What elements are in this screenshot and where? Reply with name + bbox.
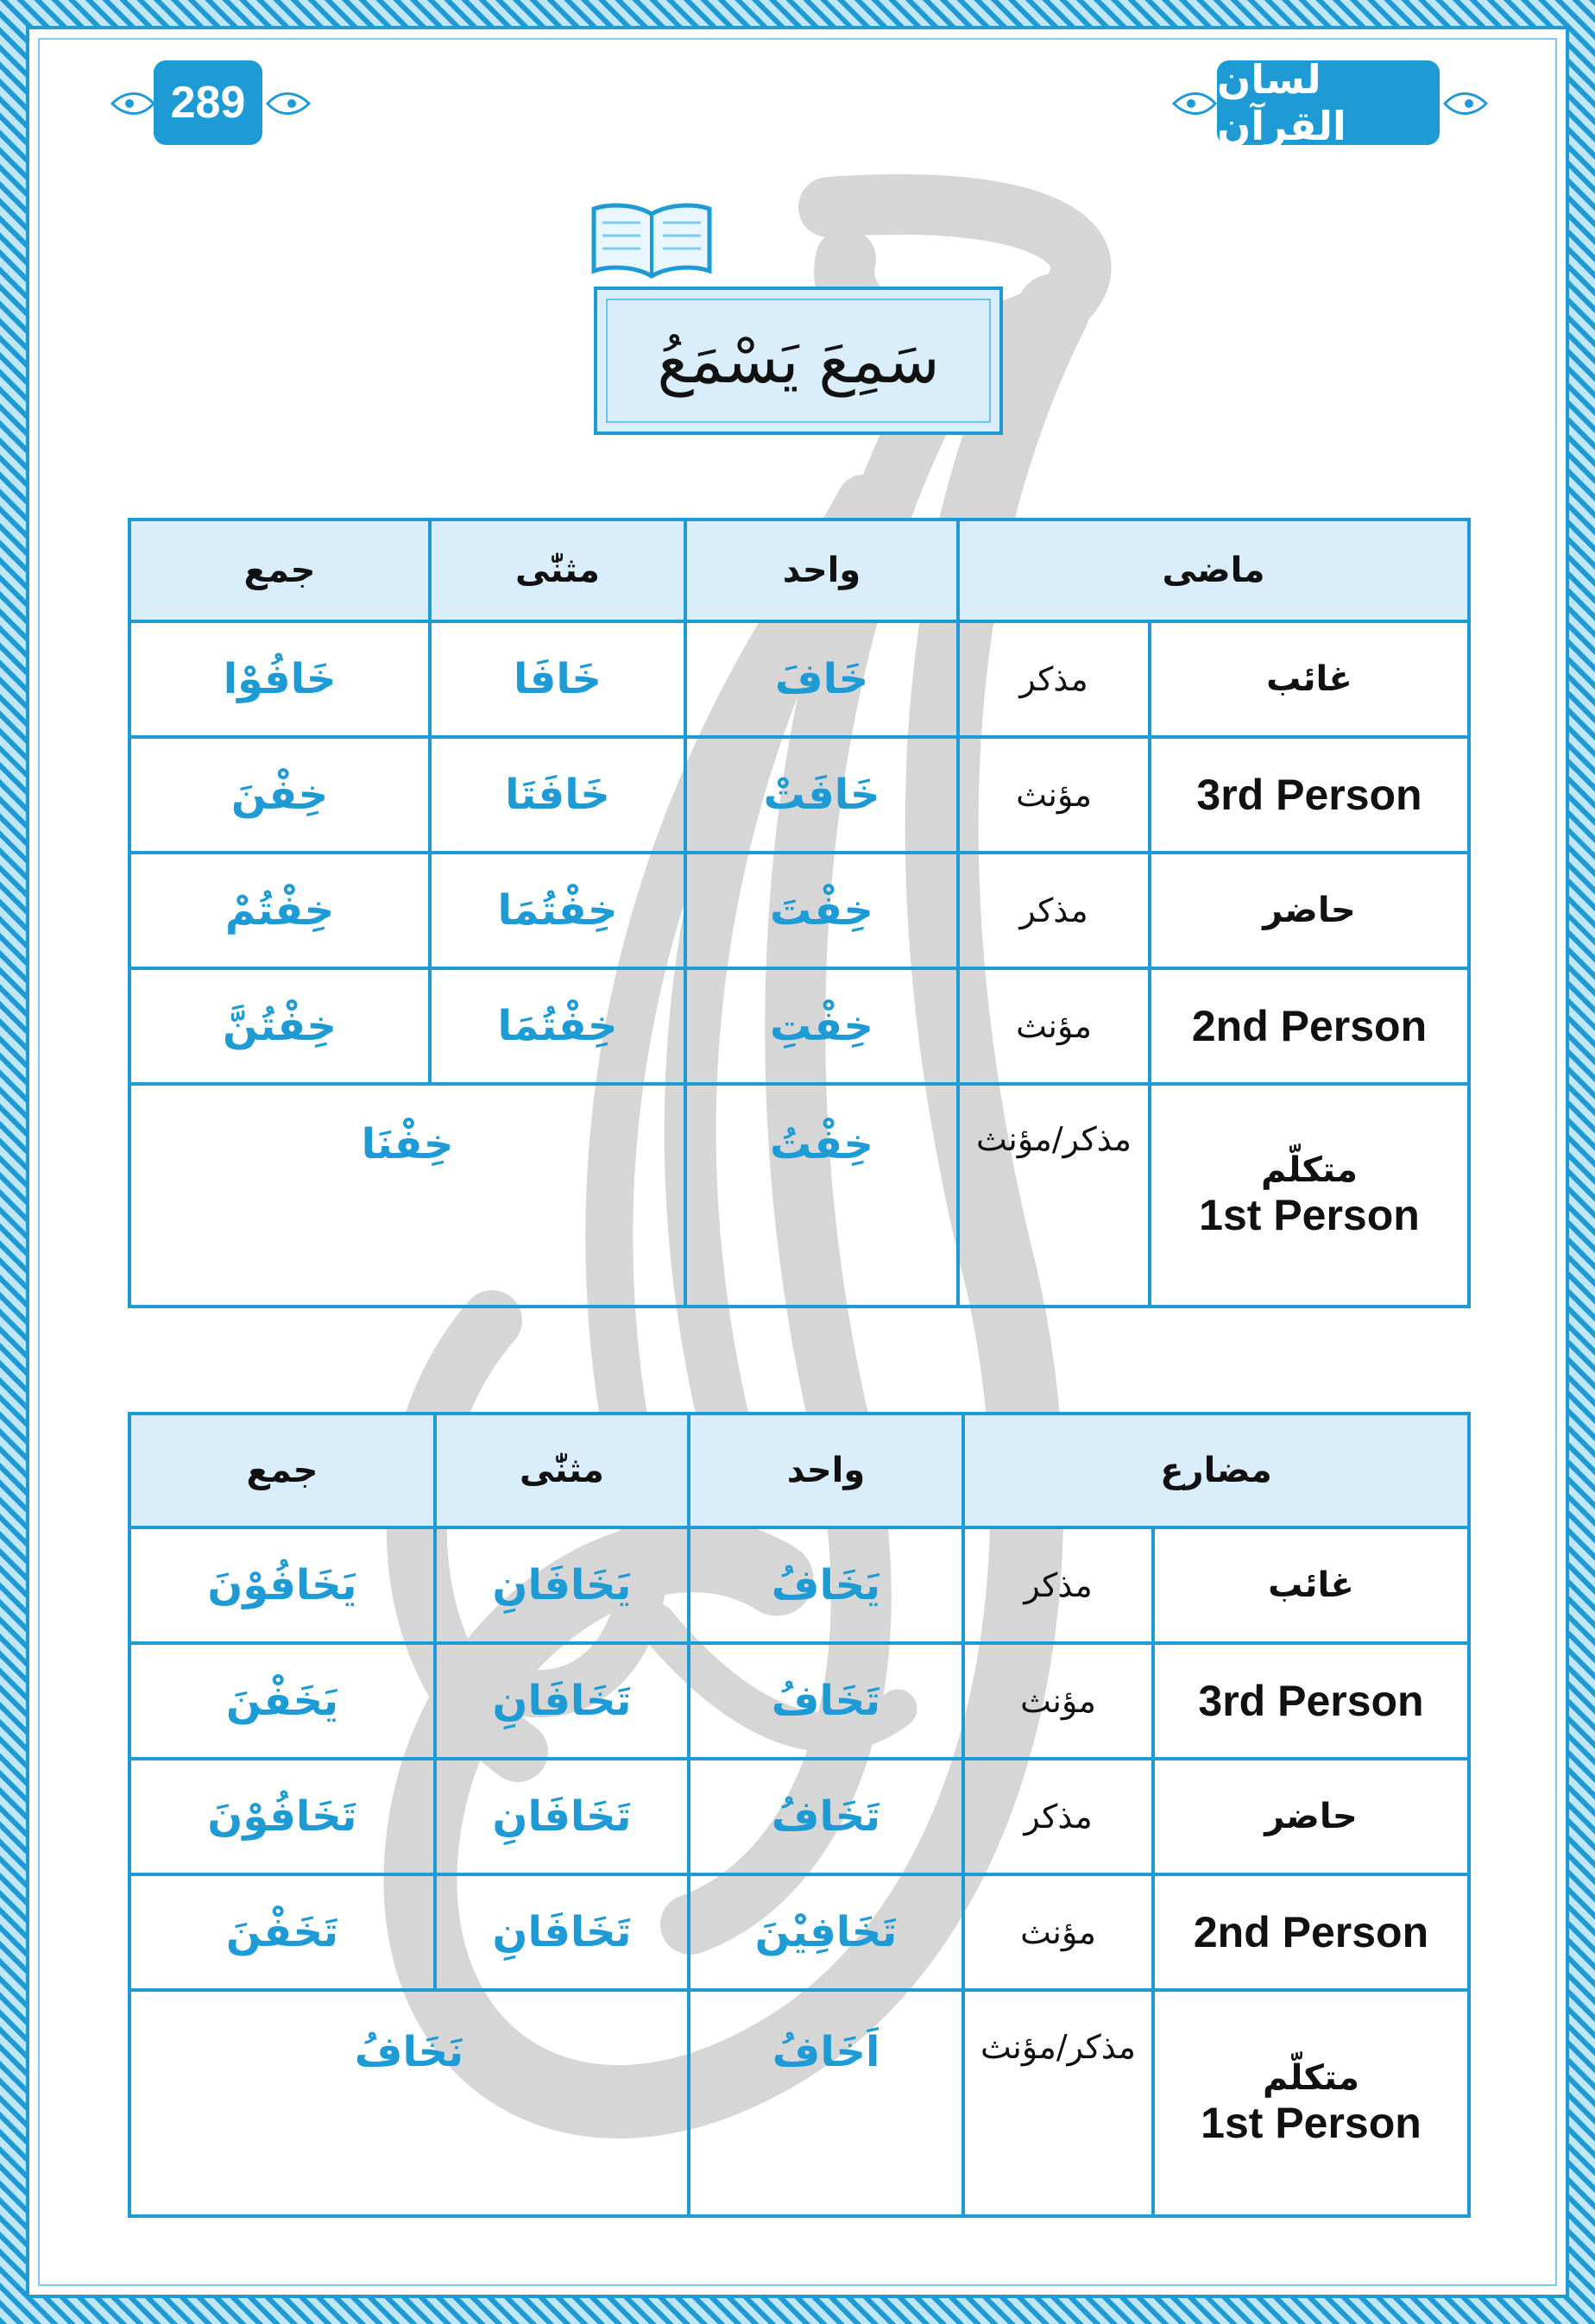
table-row [129, 1084, 1469, 1307]
page-number: 289 [154, 60, 262, 145]
gender-label: مذکر [963, 1527, 1153, 1643]
person-label: غائب [1153, 1527, 1469, 1643]
gender-label: مذکر/مؤنث [963, 1990, 1153, 2216]
table-header-row [129, 1414, 1469, 1527]
book-title: لسان القرآن [1217, 60, 1440, 145]
form-wahid: تَخَافُ [689, 1643, 963, 1759]
open-book-icon [587, 197, 716, 283]
table-row [129, 1527, 1469, 1643]
form-plural-dual: خِفْنَا [129, 1084, 685, 1307]
form-jama: يَخَافُوْنَ [129, 1527, 435, 1643]
verb-title: سَمِعَ يَسْمَعُ [594, 287, 1003, 435]
person-label-en: 1st Person [1199, 1191, 1420, 1239]
form-wahid: خِفْتُ [685, 1084, 958, 1307]
header-tense: ماضی [958, 520, 1469, 621]
form-wahid: خَافَ [685, 621, 958, 737]
person-label-en: 3rd Person [1153, 1643, 1469, 1759]
form-muthanna: خِفْتُمَا [430, 968, 685, 1084]
person-label-en: 1st Person [1201, 2099, 1422, 2147]
form-wahid: تَخَافِيْنَ [689, 1874, 963, 1990]
header-jama: جمع [129, 1414, 435, 1527]
gender-label: مؤنث [963, 1874, 1153, 1990]
table-header-row [129, 520, 1469, 621]
header-jama: جمع [129, 520, 430, 621]
person-label: حاضر [1153, 1759, 1469, 1874]
person-cell [1150, 1084, 1469, 1307]
person-label-en: 3rd Person [1150, 737, 1469, 853]
header-wahid: واحد [685, 520, 958, 621]
form-wahid: خِفْتَ [685, 853, 958, 968]
table-row [129, 621, 1469, 737]
ornament-right-icon [1443, 86, 1495, 121]
gender-label: مذکر [963, 1759, 1153, 1874]
form-jama: يَخَفْنَ [129, 1643, 435, 1759]
gender-label: مذکر [958, 853, 1150, 968]
form-muthanna: تَخَافَانِ [435, 1643, 689, 1759]
header-muthanna: مثنّٰی [435, 1414, 689, 1527]
form-jama: خَافُوْا [129, 621, 430, 737]
person-label: متکلّم [1260, 1150, 1359, 1190]
gender-label: مؤنث [958, 737, 1150, 853]
form-wahid: تَخَافُ [689, 1759, 963, 1874]
person-label: متکلّم [1262, 2058, 1360, 2098]
table-row [129, 1990, 1469, 2216]
form-muthanna: يَخَافَانِ [435, 1527, 689, 1643]
form-wahid: خَافَتْ [685, 737, 958, 853]
form-muthanna: تَخَافَانِ [435, 1874, 689, 1990]
table-row [129, 737, 1469, 853]
person-label-en: 2nd Person [1150, 968, 1469, 1084]
mudari-conjugation-table [128, 1412, 1471, 2218]
person-label-en: 2nd Person [1153, 1874, 1469, 1990]
table-row [129, 968, 1469, 1084]
ornament-left-icon [1165, 86, 1217, 121]
form-muthanna: خَافَتَا [430, 737, 685, 853]
gender-label: مذکر [958, 621, 1150, 737]
header-muthanna: مثنّٰی [430, 520, 685, 621]
form-muthanna: خَافَا [430, 621, 685, 737]
person-label: غائب [1150, 621, 1469, 737]
person-label: حاضر [1150, 853, 1469, 968]
table-row [129, 1759, 1469, 1874]
form-jama: خِفْتُمْ [129, 853, 430, 968]
form-muthanna: خِفْتُمَا [430, 853, 685, 968]
form-jama: خِفْنَ [129, 737, 430, 853]
table-row [129, 853, 1469, 968]
person-cell [1153, 1990, 1469, 2216]
form-muthanna: تَخَافَانِ [435, 1759, 689, 1874]
gender-label: مؤنث [958, 968, 1150, 1084]
form-jama: تَخَفْنَ [129, 1874, 435, 1990]
table-row [129, 1643, 1469, 1759]
form-wahid: يَخَافُ [689, 1527, 963, 1643]
gender-label: مؤنث [963, 1643, 1153, 1759]
form-wahid: اَخَافُ [689, 1990, 963, 2216]
form-wahid: خِفْتِ [685, 968, 958, 1084]
form-jama: تَخَافُوْنَ [129, 1759, 435, 1874]
gender-label: مذکر/مؤنث [958, 1084, 1150, 1307]
header-wahid: واحد [689, 1414, 963, 1527]
form-plural-dual: نَخَافُ [129, 1990, 689, 2216]
header-tense: مضارع [963, 1414, 1469, 1527]
ornament-right-icon [266, 86, 318, 121]
ornament-left-icon [104, 86, 155, 121]
form-jama: خِفْتُنَّ [129, 968, 430, 1084]
madi-conjugation-table [128, 518, 1471, 1308]
table-row [129, 1874, 1469, 1990]
